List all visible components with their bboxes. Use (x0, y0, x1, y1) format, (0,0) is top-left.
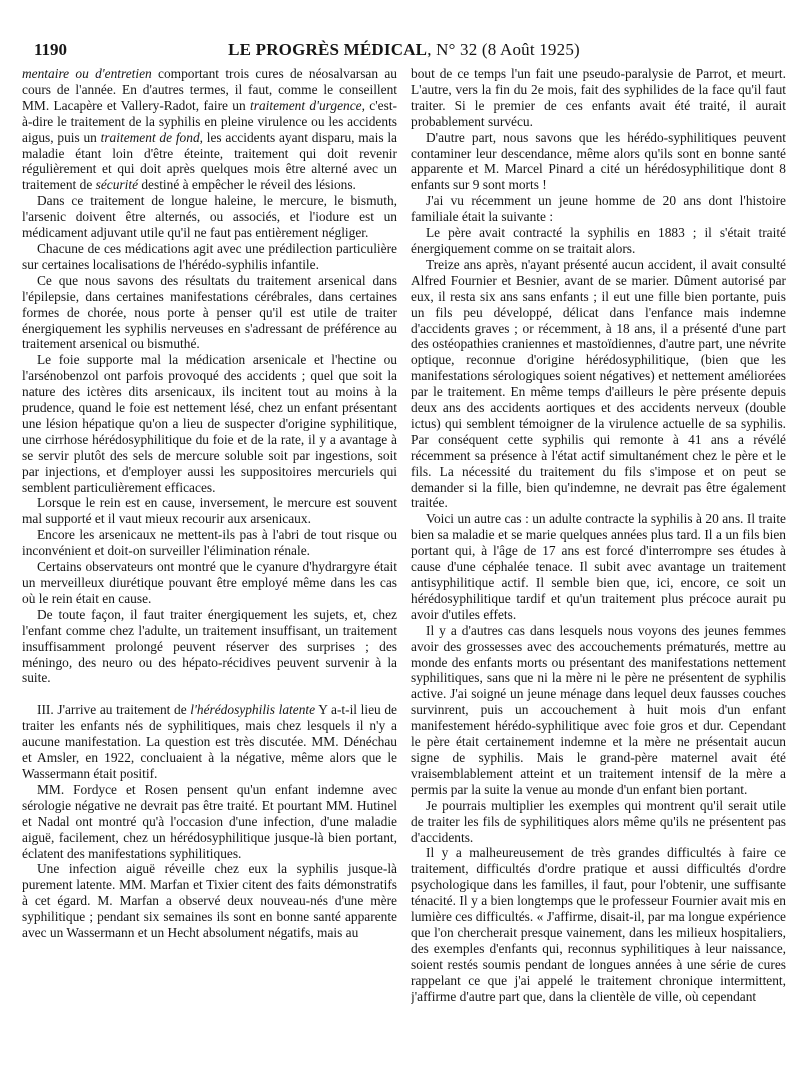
left-column (22, 66, 397, 1084)
paragraph: Il y a malheureusement de très grandes difficultés à faire ce traitement, difficultés d'ordre pratique et aussi difficultés d'ordre psychologique dans les familles, il faut, pour l'obtenir, une suffisante ténacité. Il y a bien longtemps que le professeur Fournier avait mis en lumière ces difficultés. « J'affirme, disait-il, par ma longue expérience que l'on chercherait presque vainement, dans les milieux hospitaliers, des exemples d'enfants qui, reconnus syphilitiques à leur naissance, soient restés soumis pendant de longues années à une série de cures rappelant ce que j'ai appelé le traitement chronique intermittent, j'affirme d'autre part que, dans la clientèle de ville, où cependant (411, 845, 786, 1004)
paragraph: J'ai vu récemment un jeune homme de 20 ans dont l'histoire familiale était la suivante : (411, 193, 786, 225)
paragraph: D'autre part, nous savons que les hérédo-syphilitiques peuvent contaminer leur descendance, même alors qu'ils sont en bonne santé apparente et M. Marcel Pinard a cité un hérédosyphilitique dont 8 enfants sur 9 sont morts ! (411, 129, 786, 193)
paragraph: bout de ce temps l'un fait une pseudo-paralysie de Parrot, et meurt. L'autre, vers la fin du 2e mois, fait des syphilides de la face qu'il faut traiter. Si le premier de ces enfants avait été traité, il aurait probablement survécu. (411, 66, 786, 129)
paragraph: Dans ce traitement de longue haleine, le mercure, le bismuth, l'arsenic doivent être alternés, ou associés, et l'iodure est un médicament adjuvant utile qu'il ne faut pas entièrement négliger. (22, 193, 397, 241)
paragraph: Encore les arsenicaux ne mettent-ils pas à l'abri de tout risque ou inconvénient et doit-on surveiller l'élimination rénale. (22, 527, 397, 559)
running-title: LE PROGRÈS MÉDICAL, N° 32 (8 Août 1925) (228, 40, 580, 59)
issue-info: N° 32 (8 Août 1925) (436, 40, 580, 59)
paragraph: Treize ans après, n'ayant présenté aucun accident, il avait consulté Alfred Fournier et Besnier, avant de se marier. Dûment autorisé par eux, il resta six ans sans enfants ; il eut une fille bien portante, puis un fils peu développé, délicat dans l'enfance mais indemne d'accidents graves ; or récemment, à 18 ans, il a présenté d'une part des ostéopathies craniennes et mastoïdiennes, d'autre part, une névrite optique, reconnue d'origine hérédosyphilitique, (bien que les manifestations sérologiques soient négatives) et nettement améliorées par le traitement. En même temps d'ailleurs le père présente depuis deux ans des accidents aortiques et des accidents nerveux (double ictus) qui semblent témoigner de la virulence actuelle de sa syphilis. Par conséquent cette syphilis qui remonte à 41 ans a révélé récemment sa présence à l'état actif simultanément chez le père et le fils. La nécessité du traitement du fils s'impose et on peut se demander si la fille, bien qu'indemne, ne devrait pas être également traitée. (411, 256, 786, 511)
text-columns (22, 66, 786, 1084)
paragraph: Il y a d'autres cas dans lesquels nous voyons des jeunes femmes avoir des grossesses avec des accouchements prématurés, mettre au monde des enfants morts ou présentant des manifestations nettement syphilitiques, sans que ni la mère ni le père ne présentent de syphilis active. J'ai soigné un jeune ménage dans lequel deux fausses couches survinrent, puis un accouchement à huit mois d'un enfant manifestement hérédo-syphilitique avec foie gros et dur. Cependant le père était certainement indemne et la mère ne présentait aucun signe de syphilis. Mais le grand-père maternel avait été vraisemblablement atteint et un traitement intensif de la mère a permis par la suite la venue au monde d'un enfant bien portant. (411, 622, 786, 797)
paragraph: Lorsque le rein est en cause, inversement, le mercure est souvent mal supporté et il vaut mieux recourir aux arsenicaux. (22, 495, 397, 527)
journal-title: LE PROGRÈS MÉDICAL (228, 40, 428, 59)
paragraph: Chacune de ces médications agit avec une prédilection particulière sur certaines localisations de l'hérédo-syphilis infantile. (22, 240, 397, 272)
paragraph: De toute façon, il faut traiter énergiquement les sujets, et, chez l'enfant comme chez l'adulte, un traitement insuffisant, un traitement insuffisamment prolongé peuvent réserver des surprises ; des méningo, des neuro ou des hépato-récidives peuvent survenir à la suite. (22, 606, 397, 686)
running-header (22, 30, 786, 66)
paragraph: Je pourrais multiplier les exemples qui montrent qu'il serait utile de traiter les fils de syphilitiques alors même qu'ils ne présentent pas d'accidents. (411, 797, 786, 845)
paragraph: Voici un autre cas : un adulte contracte la syphilis à 20 ans. Il traite bien sa maladie et se marie quelques années plus tard. Il a un fils bien portant qui, à l'âge de 17 ans est forcé d'interrompre ses études à cause d'une céphalée tenace. Il subit avec avantage un traitement antisyphilitique actif. Il semble bien que, ici, encore, ce soit un hérédosyphilitique tardif et qu'un traitement plus précoce aurait pu avoir d'utiles effets. (411, 511, 786, 622)
section-paragraph: III. J'arrive au traitement de l'hérédosyphilis latente Y a-t-il lieu de traiter les enfants nés de syphilitiques, mais chez lesquels il n'y a aucune manifestation. La question est très discutée. MM. Dénéchau et Amsler, en 1922, concluaient à la négative, même alors que le Wassermann était positif. (22, 702, 397, 781)
paragraph: Ce que nous savons des résultats du traitement arsenical dans l'épilepsie, dans certaines manifestations cérébrales, dans certaines formes de chorée, nous porte à penser qu'il est utile de traiter énergiquement les syphilis nerveuses en s'adressant de préférence au traitement arsenical ou bismuthé. (22, 272, 397, 352)
paragraph: Le père avait contracté la syphilis en 1883 ; il s'était traité énergiquement comme on se traitait alors. (411, 225, 786, 256)
paragraph: mentaire ou d'entretien comportant trois cures de néosalvarsan au cours de l'année. En d'autres termes, il faut, comme le conseillent MM. Lacapère et Vallery-Radot, faire un traitement d'urgence, c'est-à-dire le traitement de la syphilis en pleine virulence ou les accidents aigus, puis un traitement de fond, les accidents ayant disparu, mais la maladie étant loin d'être éteinte, traitement qui doit revenir régulièrement et qui doit après quelques mois être alterné avec un traitement de sécurité destiné à empêcher le réveil des lésions. (22, 66, 397, 193)
paragraph: MM. Fordyce et Rosen pensent qu'un enfant indemne avec sérologie négative ne devrait pas être traité. Et pourtant MM. Hutinel et Nadal ont montré qu'à l'occasion d'une infection, d'une maladie aiguë, facilement, chez un hérédosyphilitique jusque-là bien portant, éclatent des manifestations syphilitiques. (22, 781, 397, 861)
paragraph: Une infection aiguë réveille chez eux la syphilis jusque-là purement latente. MM. Marfan et Tixier citent des faits démonstratifs à cet égard. M. Marfan a observé deux nouveau-nés d'une mère syphilitique ; pendant six semaines ils sont en bonne santé apparente avec un Wassermann et un Hecht absolument négatifs, mais au (22, 861, 397, 941)
right-column (411, 66, 786, 1084)
page-number: 1190 (34, 40, 68, 59)
paragraph: Le foie supporte mal la médication arsenicale et l'hectine ou l'arsénobenzol ont parfois provoqué des accidents ; quel que soit la nature des ictères dits arsenicaux, ils incitent tout au moins à la prudence, quand le foie est nettement lésé, chez un enfant présentant une lésion hépatique qu'on a lieu de suspecter d'origine syphilitique, une cirrhose hérédosyphilitique du foie et de la rate, il y a avantage à se servir plutôt des sels de mercure soluble soit par ingestions, soit par injections, et d'employer aussi les suppositoires mercuriels qui semblent particulièrement efficaces. (22, 352, 397, 495)
paragraph: Certains observateurs ont montré que le cyanure d'hydrargyre était un merveilleux diurétique pouvant être employé même dans les cas où le rein était en cause. (22, 559, 397, 606)
